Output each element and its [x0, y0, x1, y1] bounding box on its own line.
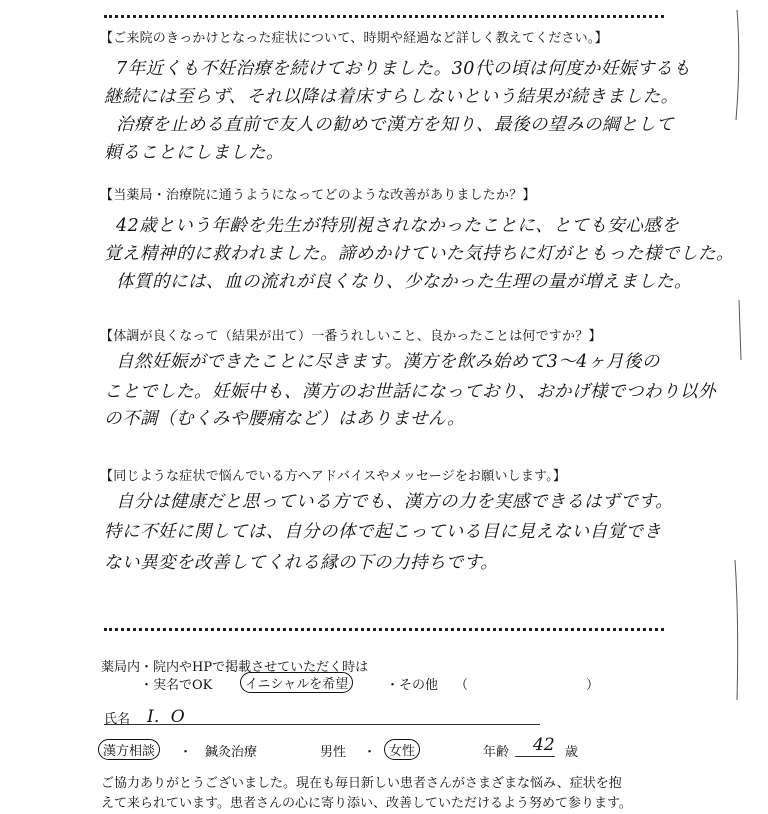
question-3-label: 【体調が良くなって（結果が出て）一番うれしいこと、良かったことは何ですか？】: [100, 329, 602, 344]
name-label: 氏名: [104, 712, 131, 727]
question-2-label: 【当薬局・治療院に通うようになってどのような改善がありましたか？】: [100, 188, 536, 203]
publication-intro: 薬局内・院内やHPで掲載させていただく時は: [101, 660, 369, 675]
top-divider: [104, 15, 664, 18]
answer-4-line-3: ない異変を改善してくれる縁の下の力持ちです。: [104, 553, 499, 573]
scan-edge-marks: [727, 0, 751, 814]
answer-4-line-1: 自分は健康だと思っている方でも、漢方の力を実感できるはずです。: [116, 492, 674, 512]
age-label: 年齢: [483, 745, 510, 760]
name-value[interactable]: I．O: [147, 707, 185, 727]
closing-line-1: ご協力ありがとうございました。現在も毎日新しい患者さんがさまざまな悩み、症状を抱: [101, 776, 622, 791]
gender-separator: ・: [363, 745, 377, 760]
question-1-label: 【ご来院のきっかけとなった症状について、時期や経過など詳しく教えてください。】: [100, 31, 608, 46]
name-underline: [104, 724, 540, 725]
closing-line-2: えて来られています。患者さんの心に寄り添い、改善していただけるよう努めて参ります。: [101, 796, 632, 811]
option-kampo-circled[interactable]: 漢方相談: [98, 739, 160, 760]
option-real-name[interactable]: ・実名でOK: [140, 678, 213, 693]
other-paren-open: （: [455, 678, 469, 693]
age-unit: 歳: [565, 745, 579, 760]
option-other[interactable]: ・その他: [386, 678, 439, 693]
answer-3-line-3: の不調（むくみや腰痛など）はありません。: [104, 409, 466, 429]
gender-female-circled[interactable]: 女性: [384, 739, 420, 760]
answer-3-line-2: ことでした。妊娠中も、漢方のお世話になっており、おかげ様でつわり以外: [104, 382, 716, 402]
answer-2-line-3: 体質的には、血の流れが良くなり、少なかった生理の量が増えました。: [116, 272, 692, 292]
answer-2-line-2: 覚え精神的に救われました。諦めかけていた気持ちに灯がともった様でした。: [104, 244, 734, 264]
option-initials-circled[interactable]: イニシャルを希望: [240, 672, 353, 693]
answer-1-line-4: 頼ることにしました。: [104, 143, 284, 163]
answer-4-line-2: 特に不妊に関しては、自分の体で起こっている目に見えない自覚でき: [104, 522, 662, 542]
treatment-separator: ・: [179, 745, 193, 760]
age-value[interactable]: 42: [533, 735, 555, 755]
question-4-label: 【同じような症状で悩んでいる方へアドバイスやメッセージをお願いします。】: [100, 469, 567, 484]
gender-male[interactable]: 男性: [320, 745, 347, 760]
answer-3-line-1: 自然妊娠ができたことに尽きます。漢方を飲み始めて3～4ヶ月後の: [116, 352, 660, 372]
answer-1-line-3: 治療を止める直前で友人の勧めで漢方を知り、最後の望みの綱として: [116, 115, 674, 135]
answer-1-line-2: 継続には至らず、それ以降は着床すらしないという結果が続きました。: [104, 87, 679, 107]
answer-2-line-1: 42歳という年齢を先生が特別視されなかったことに、とても安心感を: [116, 216, 680, 236]
answer-1-line-1: 7年近くも不妊治療を続けておりました。30代の頃は何度か妊娠するも: [116, 59, 691, 79]
bottom-divider: [104, 628, 664, 631]
option-acupuncture[interactable]: 鍼灸治療: [205, 745, 258, 760]
other-paren-close: ）: [586, 678, 600, 693]
age-underline: [515, 756, 555, 757]
